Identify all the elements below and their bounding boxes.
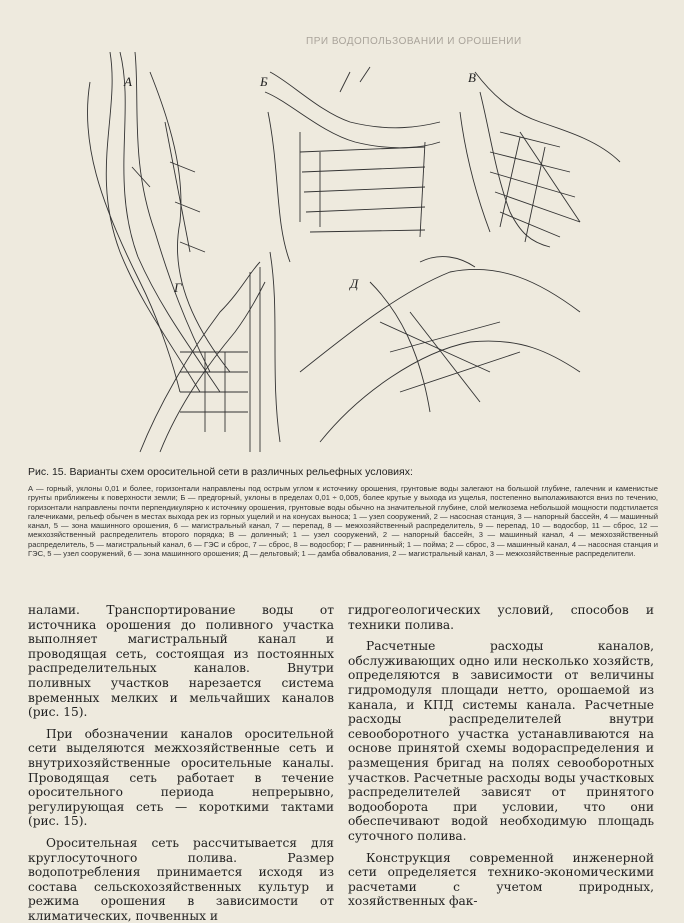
figure-label-b: Б xyxy=(260,74,268,89)
paragraph: гидрогеологических условий, способов и техники полива. xyxy=(348,603,654,632)
paragraph: налами. Транспортирование воды от источника орошения до поливного участка выполняет магистральный канал и проводящая сеть, состоящая из постоянных распределительных каналов. Внутри поливных участков нарезается система временных мелких и мельчайших каналов (рис. 15). xyxy=(28,603,334,720)
caption-title: Рис. 15. Варианты схем оросительной сети в различных рельефных условиях: xyxy=(28,466,413,478)
scheme-d-drawing xyxy=(300,257,580,442)
text-column-left xyxy=(28,603,334,923)
paragraph: Конструкция современной инженерной сети определяется технико-экономическими расчетами с учетом природных, хозяйственных фак- xyxy=(348,850,654,909)
scheme-a-drawing xyxy=(87,52,230,392)
scheme-g-drawing xyxy=(140,252,280,452)
paragraph: При обозначении каналов оросительной сети выделяются межхозяйственные сеть и внутрихозяйственные оросительные каналы. Проводящая сеть работает в течение оросительного периода непрерывно, регулирующая сеть — короткими тактами (рис. 15). xyxy=(28,726,334,829)
irrigation-schemes-figure xyxy=(20,52,660,462)
scheme-v-drawing xyxy=(460,72,620,247)
figure-caption xyxy=(28,466,658,558)
bleed-through-text: ПРИ ВОДОПОЛЬЗОВАНИИ И ОРОШЕНИИ xyxy=(306,36,522,47)
paragraph: Оросительная сеть рассчитывается для круглосуточного полива. Размер водопотребления принимается исходя из состава сельскохозяйственных культур и режима орошения в зависимости от климатических, почвенных и xyxy=(28,835,334,923)
figure-label-v: В xyxy=(468,70,476,85)
paragraph: Расчетные расходы каналов, обслуживающих одно или несколько хозяйств, определяются в зависимости от величины гидромодуля площади нетто, орошаемой из канала, и КПД системы канала. Расчетные расходы распределителей внутри севооборотного участка устанавливаются на основе принятой схемы водораспределения и размещения бригад на полях севооборотных участков. Расчетные расходы воды участковых распределителей зависят от принятого водооборота при условии, что они обеспечивают водой необходимую площадь суточного полива. xyxy=(348,639,654,843)
figure-drawing xyxy=(20,52,660,462)
figure-label-a: А xyxy=(124,74,132,89)
text-column-right xyxy=(348,603,654,909)
caption-body: А — горный, уклоны 0,01 и более, горизонтали направлены под острым углом к источнику орошения, грунтовые воды залегают на большой глубине, галечник и каменистые грунты приближены к поверхности земли; Б — предгорный, уклоны в пределах 0,01 ÷ 0,005, более крутые у выхода из ущелья, постепенно выполаживаются вниз по течению, горизонтали направлены почти перпендикулярно к источнику орошения, грунтовые воды обычно на значительной глубине, слой мелкозема небольшой мощности подстилается галечниками, рельеф обычен в местах выхода рек из горных ущелий и на конусах выноса; 1 — узел сооружений, 2 — насосная станция, 3 — напорный бассейн, 4 — машинный канал, 5 — зона машинного орошения, 6 — магистральный канал, 7 — перепад, 8 — межхозяйственный распределитель, 9 — перепад, 10 — водосбор, 11 — сброс, 12 — межхозяйственный распределитель второго порядка; В — долинный; 1 — узел сооружений, 2 — напорный бассейн, 3 — машинный канал, 4 — межхозяйственный распределитель, 5 — магистральный канал, 6 — ГЭС и сброс, 7 — сброс, 8 — водосбор; Г — равнинный; 1 — пойма; 2 — сброс, 3 — машинный канал, 4 — насосная станция и ГЭС, 5 — узел сооружений, 6 — зона машинного орошения; Д — дельтовый; 1 — дамба обвалования, 2 — магистральный канал, 3 — межхозяйственные распределители. xyxy=(28,484,658,559)
figure-label-g: Г xyxy=(174,280,182,295)
figure-label-d: Д xyxy=(350,276,359,291)
scheme-b-drawing xyxy=(265,67,440,262)
